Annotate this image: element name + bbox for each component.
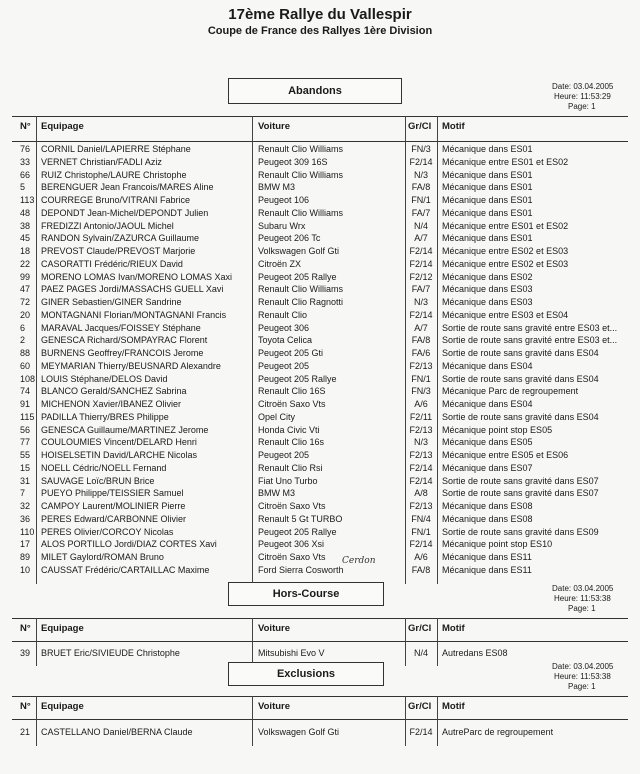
row-equipage: FREDIZZI Antonio/JAOUL Michel [41,220,174,231]
table-row [12,526,628,538]
row-voiture: Fiat Uno Turbo [258,475,318,486]
table-row [12,232,628,244]
row-equipage: SAUVAGE Loïc/BRUN Brice [41,475,155,486]
row-number: 74 [20,386,31,397]
row-motif: Sortie de route sans gravité entre ES03 et... [442,322,618,333]
row-equipage: DEPONDT Jean-Michel/DEPONDT Julien [41,207,209,218]
row-grcl: F2/14 [409,727,433,737]
row-motif: Mécanique dans ES04 [442,399,533,409]
row-voiture: BMW M3 [258,488,295,499]
row-voiture: Peugeot 309 16S [258,156,328,167]
col-voiture: Voiture [258,701,291,712]
row-motif: Mécanique dans ES01 [442,207,533,218]
row-motif: Mécanique dans ES08 [442,501,533,511]
table-row [12,207,628,219]
abandons-meta [552,82,613,112]
hors-course-heure: Heure: 11:53:38 [554,594,611,603]
row-motif: Sortie de route sans gravité dans ES04 [442,348,599,358]
divider [252,696,253,746]
table-row [12,296,628,308]
row-voiture: Peugeot 205 Rallye [258,271,337,282]
col-voiture: Voiture [258,121,291,132]
row-number: 39 [20,648,31,658]
row-motif: Autredans ES08 [442,648,508,658]
row-number: 88 [20,348,31,358]
divider [36,696,37,746]
row-motif: Mécanique entre ES03 et ES04 [442,309,569,320]
table-row [12,500,628,512]
row-grcl: A/7 [414,322,428,333]
col-motif: Motif [442,701,465,712]
row-grcl: FN/1 [411,526,431,537]
row-grcl: F2/14 [409,246,433,256]
row-number: 21 [20,727,31,737]
row-equipage: CAMPOY Laurent/MOLINIER Pierre [41,501,186,511]
row-equipage: RANDON Sylvain/ZAZURCA Guillaume [41,233,200,244]
row-equipage: CASORATTI Frédéric/RIEUX David [41,258,183,269]
row-voiture: Opel City [258,411,296,422]
row-equipage: ALOS PORTILLO Jordi/DIAZ CORTES Xavi [41,539,217,550]
row-motif: Mécanique dans ES01 [442,233,533,244]
row-equipage: MILET Gaylord/ROMAN Bruno [41,552,164,562]
row-equipage: PADILLA Thierry/BRES Philippe [41,411,169,422]
row-number: 17 [20,539,31,550]
col-equipage: Equipage [41,701,84,712]
row-equipage: HOISELSETIN David/LARCHE Nicolas [41,450,198,460]
row-motif: Sortie de route sans gravité dans ES07 [442,475,599,486]
row-grcl: A/8 [414,488,428,499]
row-number: 113 [20,195,35,205]
col-voiture: Voiture [258,623,291,634]
row-motif: Mécanique point stop ES05 [442,424,553,435]
row-grcl: A/6 [414,399,428,409]
row-motif: Mécanique dans ES05 [442,437,533,448]
table-row [12,360,628,372]
row-grcl: FN/3 [411,144,431,154]
table-row [12,322,628,334]
row-motif: Mécanique dans ES01 [442,195,533,205]
row-motif: Mécanique dans ES03 [442,297,533,307]
table-row [12,347,628,359]
row-voiture: Peugeot 205 Rallye [258,526,337,537]
row-grcl: F2/11 [409,411,433,422]
row-grcl: N/4 [413,220,428,231]
row-grcl: N/4 [413,648,428,658]
handwritten-note: Cerdon [342,556,376,566]
row-voiture: Renault Clio Williams [258,169,344,180]
col-num: N° [20,623,31,634]
row-voiture: Mitsubishi Evo V [258,648,325,658]
col-num: N° [20,121,31,132]
row-number: 20 [20,309,31,320]
hors-course-date: Date: 03.04.2005 [552,584,614,593]
row-equipage: CORNIL Daniel/LAPIERRE Stéphane [41,144,191,154]
row-motif: Mécanique dans ES04 [442,360,533,371]
row-equipage: COULOUMIES Vincent/DELARD Henri [41,437,197,448]
row-number: 72 [20,297,31,307]
row-motif: Mécanique dans ES01 [442,182,533,193]
row-voiture: Peugeot 306 [258,322,310,333]
divider [437,696,438,746]
col-equipage: Equipage [41,623,84,634]
row-number: 6 [20,322,26,333]
row-grcl: F2/12 [409,271,433,282]
row-motif: Mécanique entre ES01 et ES02 [442,156,569,167]
col-motif: Motif [442,121,465,132]
row-equipage: LOUIS Stéphane/DELOS David [41,373,168,384]
table-row [12,647,628,659]
row-grcl: FN/1 [411,195,431,205]
row-motif: Sortie de route sans gravité entre ES03 et... [442,335,618,346]
abandons-heure: Heure: 11:53:29 [554,92,611,101]
divider [405,696,406,746]
row-equipage: PERES Edward/CARBONNE Olivier [41,513,187,524]
table-row [12,258,628,270]
row-voiture: Citroën Saxo Vts [258,501,326,511]
hors-course-page: Page: 1 [568,604,596,613]
section-title-hors-course: Hors-Course [228,582,384,606]
row-number: 22 [20,258,31,269]
row-equipage: BRUET Eric/SIVIEUDE Christophe [41,648,180,658]
row-number: 10 [20,564,31,575]
abandons-table-header [12,116,628,142]
row-number: 7 [20,488,26,499]
row-grcl: N/3 [413,437,428,448]
row-number: 108 [20,373,36,384]
col-equipage: Equipage [41,121,84,132]
row-motif: Sortie de route sans gravité dans ES04 [442,373,599,384]
row-equipage: MONTAGNANI Florian/MONTAGNANI Francis [41,309,227,320]
row-motif: Mécanique entre ES02 et ES03 [442,258,569,269]
table-row [12,156,628,168]
row-equipage: GENESCA Richard/SOMPAYRAC Florent [41,335,208,346]
row-motif: Mécanique dans ES01 [442,169,533,180]
row-number: 91 [20,399,31,409]
row-voiture: Volkswagen Golf Gti [258,246,340,256]
row-equipage: MORENO LOMAS Ivan/MORENO LOMAS Xaxi [41,271,233,282]
row-number: 110 [20,526,35,537]
row-motif: Sortie de route sans gravité dans ES07 [442,488,599,499]
row-equipage: BERENGUER Jean Francois/MARES Aline [41,182,214,193]
table-row [12,271,628,283]
row-equipage: PERES Olivier/CORCOY Nicolas [41,526,174,537]
row-equipage: VERNET Christian/FADLI Aziz [41,156,162,167]
table-row [12,551,628,563]
row-number: 15 [20,462,31,473]
row-voiture: Citroën Saxo Vts [258,399,326,409]
table-row [12,462,628,474]
row-equipage: BURNENS Geoffrey/FRANCOIS Jerome [41,348,204,358]
table-row [12,143,628,155]
row-grcl: FA/6 [411,348,431,358]
row-equipage: MEYMARIAN Thierry/BEUSNARD Alexandre [41,360,221,371]
row-grcl: N/3 [413,169,428,180]
row-voiture: Renault Clio Williams [258,207,344,218]
row-number: 2 [20,335,26,346]
row-grcl: FN/3 [411,386,431,397]
row-voiture: Renault Clio 16S [258,386,326,397]
row-number: 33 [20,156,31,167]
row-grcl: F2/14 [409,475,433,486]
row-number: 32 [20,501,31,511]
row-voiture: Toyota Celica [258,335,313,346]
row-voiture: Renault Clio [258,309,308,320]
row-number: 5 [20,182,26,193]
row-voiture: Peugeot 306 Xsi [258,539,325,550]
document-title: 17ème Rallye du Vallespir [228,6,412,23]
row-equipage: PREVOST Claude/PREVOST Marjorie [41,246,196,256]
row-equipage: BLANCO Gerald/SANCHEZ Sabrina [41,386,187,397]
row-grcl: FA/8 [411,564,431,575]
row-number: 66 [20,169,31,180]
row-motif: Mécanique entre ES05 et ES06 [442,450,569,460]
row-voiture: Peugeot 206 Tc [258,233,321,244]
row-voiture: Renault Clio Rsi [258,462,323,473]
row-voiture: Ford Sierra Cosworth [258,564,344,575]
row-number: 77 [20,437,31,448]
row-motif: Mécanique dans ES08 [442,513,533,524]
row-equipage: GINER Sebastien/GINER Sandrine [41,297,182,307]
table-row [12,398,628,410]
col-motif: Motif [442,623,465,634]
row-number: 115 [20,411,35,422]
table-row [12,538,628,550]
row-motif: Sortie de route sans gravité dans ES04 [442,411,599,422]
row-grcl: FA/8 [411,335,431,346]
row-equipage: RUIZ Christophe/LAURE Christophe [41,169,187,180]
row-motif: Mécanique dans ES01 [442,144,533,154]
table-row [12,513,628,525]
section-title-exclusions: Exclusions [228,662,384,686]
col-grcl: Gr/Cl [408,701,432,712]
table-row [12,385,628,397]
row-equipage: GENESCA Guillaume/MARTINEZ Jerome [41,424,209,435]
row-number: 56 [20,424,31,435]
table-row [12,449,628,461]
abandons-page: Page: 1 [568,102,596,111]
row-grcl: F2/14 [409,156,433,167]
row-number: 60 [20,360,31,371]
section-title-abandons: Abandons [228,78,402,104]
table-row [12,283,628,295]
row-voiture: Renault Clio Williams [258,284,344,295]
row-motif: Mécanique dans ES11 [442,564,532,575]
row-grcl: F2/13 [409,424,433,435]
hors-course-meta [552,584,613,614]
row-voiture: Peugeot 205 Rallye [258,373,337,384]
row-equipage: PUEYO Philippe/TEISSIER Samuel [41,488,184,499]
row-grcl: F2/13 [409,450,433,460]
row-voiture: Peugeot 205 Gti [258,348,324,358]
row-grcl: FN/1 [411,373,431,384]
table-row [12,169,628,181]
row-equipage: NOELL Cédric/NOELL Fernand [41,462,167,473]
table-row [12,334,628,346]
table-row [12,194,628,206]
row-voiture: Citroën Saxo Vts [258,552,326,562]
row-voiture: Peugeot 106 [258,195,310,205]
row-grcl: F2/14 [409,462,433,473]
row-motif: Mécanique point stop ES10 [442,539,553,550]
row-voiture: Renault 5 Gt TURBO [258,513,343,524]
row-equipage: MICHENON Xavier/IBANEZ Olivier [41,399,182,409]
row-motif: Mécanique dans ES02 [442,271,533,282]
table-row [12,487,628,499]
row-grcl: F2/14 [409,258,433,269]
table-row [12,726,628,738]
table-row [12,309,628,321]
row-equipage: PAEZ PAGES Jordi/MASSACHS GUELL Xavi [41,284,224,295]
row-grcl: FA/7 [411,207,431,218]
row-motif: Mécanique entre ES02 et ES03 [442,246,569,256]
exclusions-table-header [12,696,628,720]
table-row [12,220,628,232]
row-motif: Mécanique Parc de regroupement [442,386,579,397]
row-number: 76 [20,144,31,154]
row-motif: Mécanique entre ES01 et ES02 [442,220,569,231]
exclusions-page: Page: 1 [568,682,596,691]
row-voiture: Subaru Wrx [258,220,306,231]
row-number: 45 [20,233,31,244]
table-row [12,373,628,385]
row-equipage: MARAVAL Jacques/FOISSEY Stéphane [41,322,201,333]
row-voiture: Volkswagen Golf Gti [258,727,340,737]
exclusions-date: Date: 03.04.2005 [552,662,614,671]
row-number: 99 [20,271,31,282]
row-voiture: Peugeot 205 [258,450,310,460]
row-number: 55 [20,450,31,460]
exclusions-heure: Heure: 11:53:38 [554,672,611,681]
table-row [12,181,628,193]
exclusions-meta [552,662,613,692]
hors-course-table-header [12,618,628,642]
row-grcl: F2/13 [409,501,433,511]
row-grcl: FN/4 [411,513,431,524]
row-voiture: Citroën ZX [258,258,302,269]
row-grcl: A/7 [414,233,428,244]
col-grcl: Gr/Cl [408,121,432,132]
row-motif: Sortie de route sans gravité dans ES09 [442,526,599,537]
row-grcl: FA/7 [411,284,431,295]
row-voiture: Peugeot 205 [258,360,310,371]
row-grcl: F2/14 [409,309,433,320]
row-number: 38 [20,220,31,231]
row-grcl: N/3 [413,297,428,307]
row-number: 18 [20,246,31,256]
row-number: 48 [20,207,31,218]
row-number: 47 [20,284,31,295]
row-equipage: CAUSSAT Frédéric/CARTAILLAC Maxime [41,564,210,575]
row-grcl: F2/14 [409,539,433,550]
row-motif: Mécanique dans ES03 [442,284,533,295]
row-motif: Mécanique dans ES07 [442,462,533,473]
table-row [12,411,628,423]
row-number: 89 [20,552,31,562]
row-voiture: BMW M3 [258,182,295,193]
row-grcl: FA/8 [411,182,431,193]
table-row [12,245,628,257]
table-row [12,475,628,487]
col-grcl: Gr/Cl [408,623,432,634]
row-voiture: Honda Civic Vti [258,424,320,435]
row-number: 31 [20,475,31,486]
row-equipage: CASTELLANO Daniel/BERNA Claude [41,727,193,737]
row-grcl: A/6 [414,552,428,562]
row-motif: Mécanique dans ES11 [442,552,532,562]
row-voiture: Renault Clio Williams [258,144,344,154]
row-voiture: Renault Clio Ragnotti [258,297,344,307]
row-voiture: Renault Clio 16s [258,437,325,448]
row-grcl: F2/13 [409,360,433,371]
table-row [12,424,628,436]
row-number: 36 [20,513,31,524]
table-row [12,564,628,576]
row-equipage: COURREGE Bruno/VITRANI Fabrice [41,195,191,205]
row-motif: AutreParc de regroupement [442,727,554,737]
document-subtitle: Coupe de France des Rallyes 1ère Division [207,25,433,37]
abandons-date: Date: 03.04.2005 [552,82,614,91]
col-num: N° [20,701,31,712]
table-row [12,436,628,448]
